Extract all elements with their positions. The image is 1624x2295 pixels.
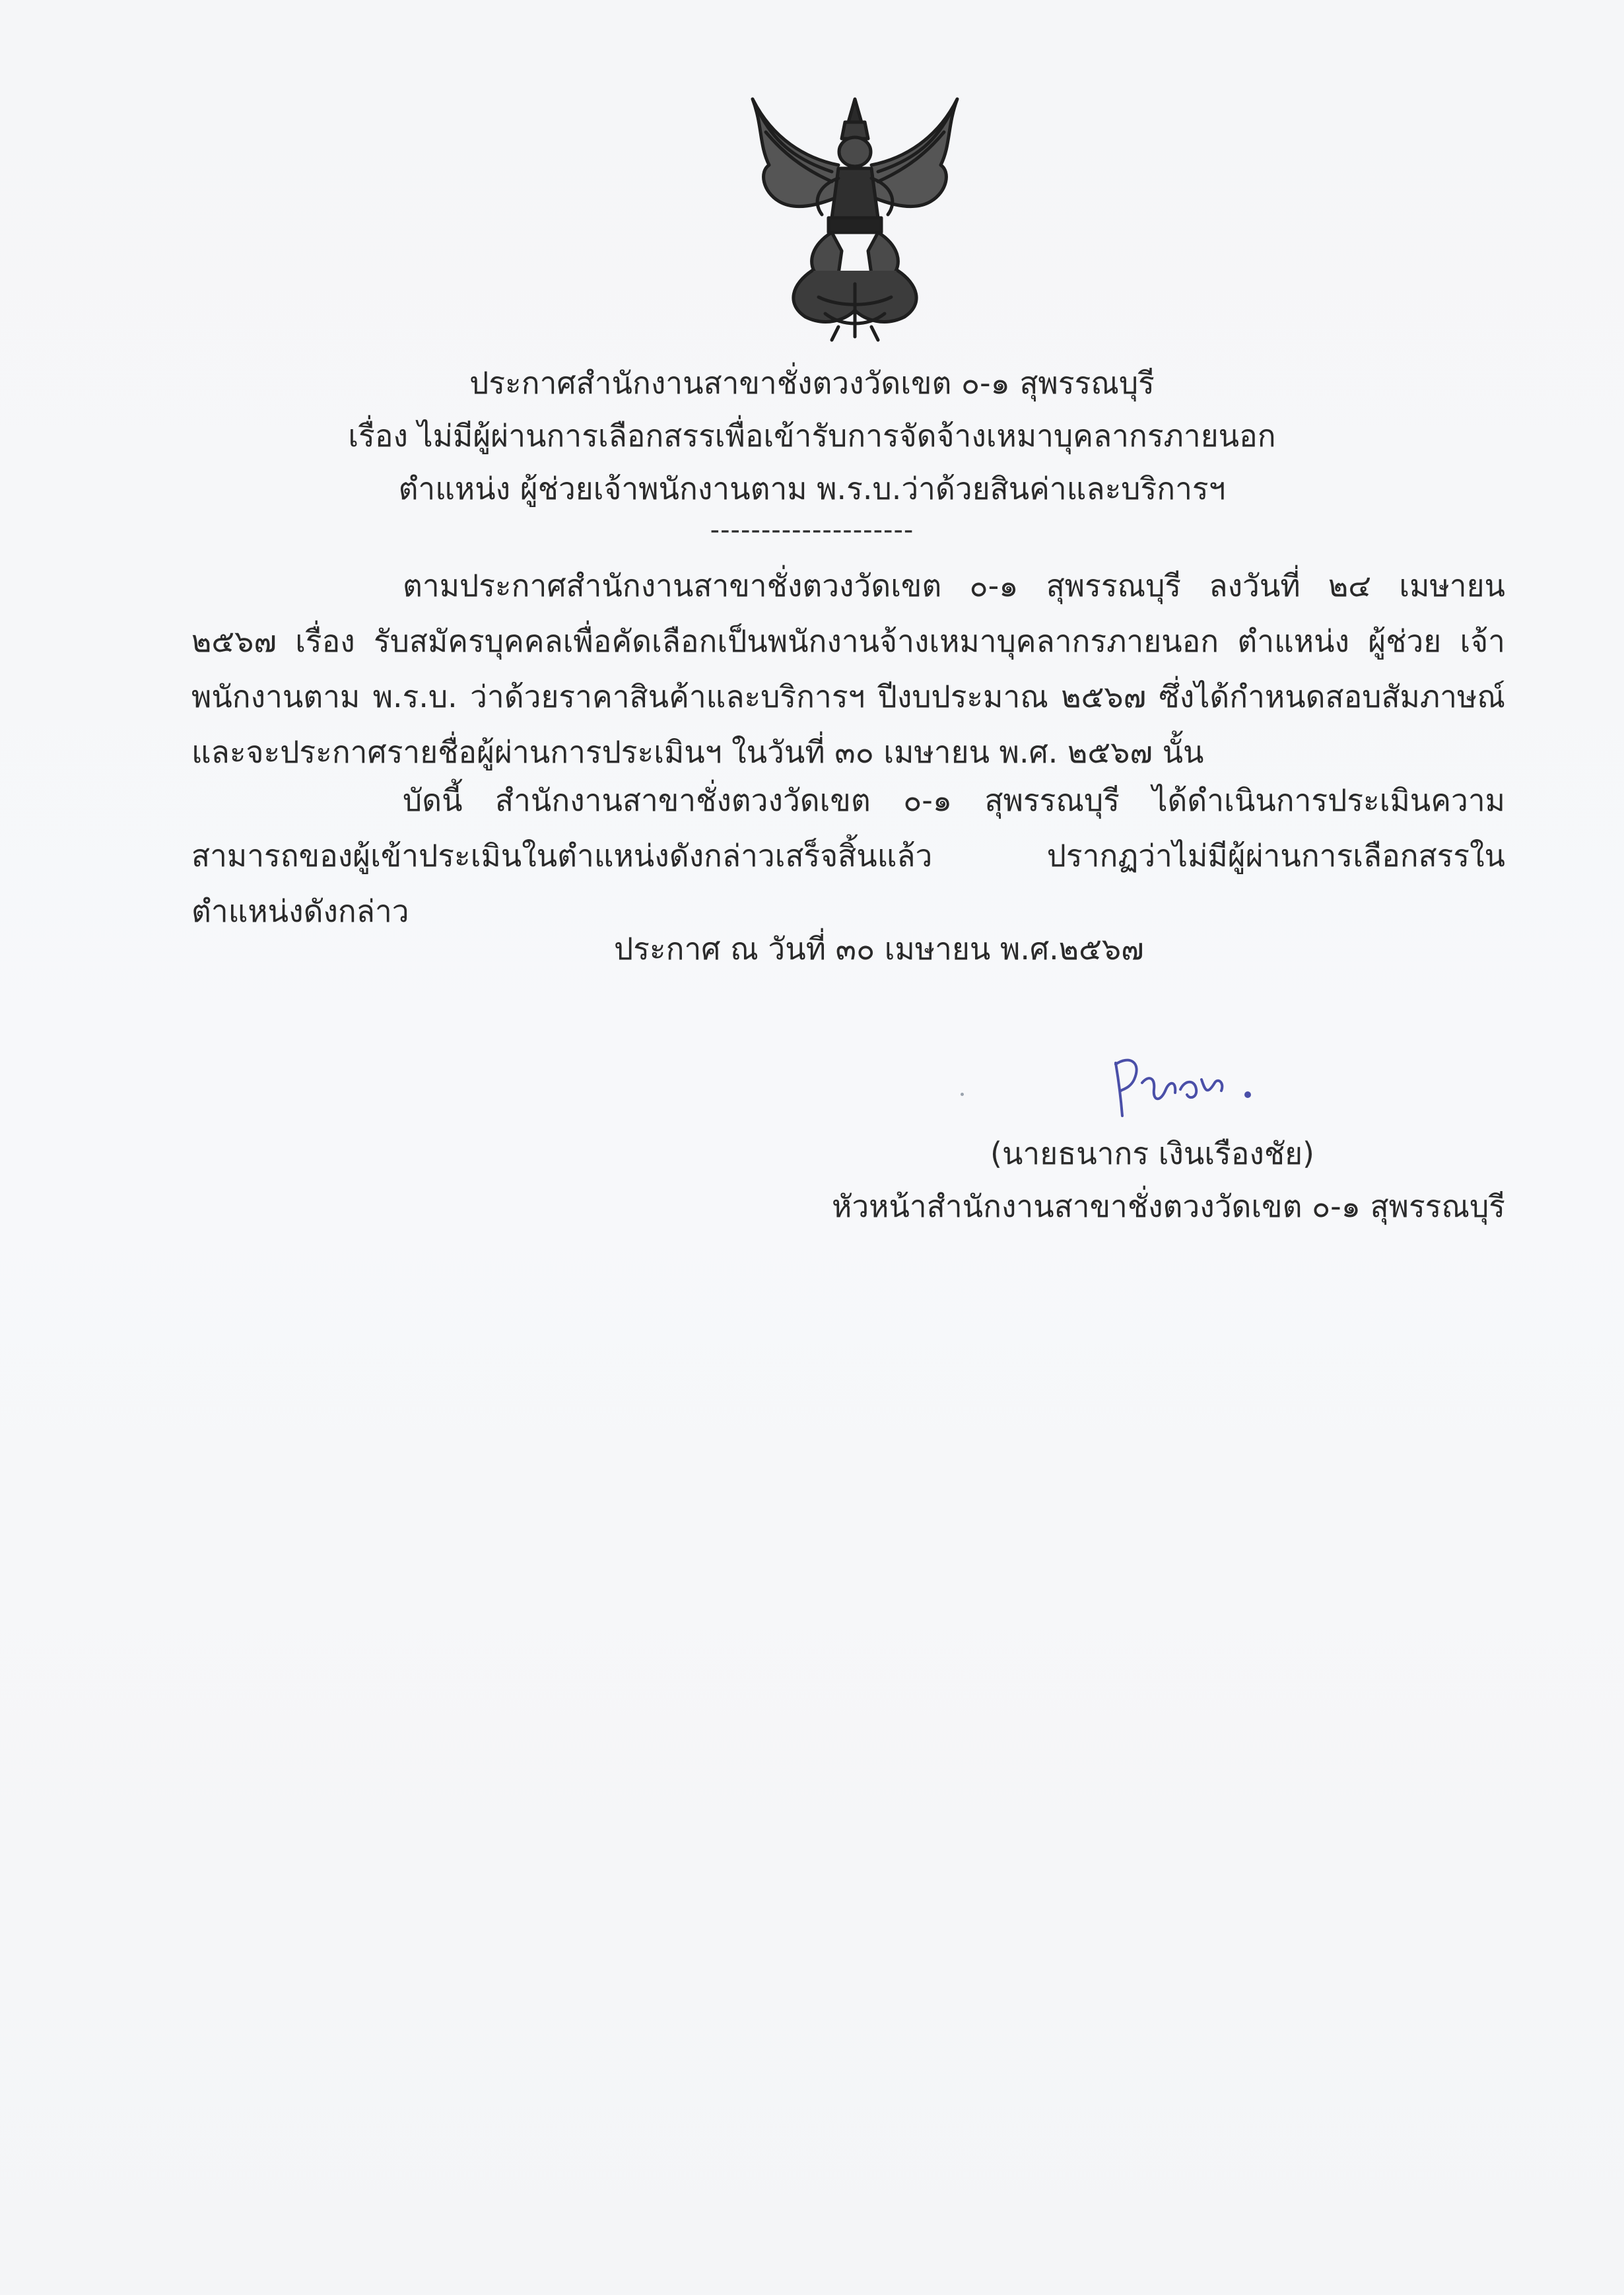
body-paragraph-2-text: บัดนี้ สำนักงานสาขาชั่งตวงวัดเขต ๐-๑ สุพรรณบุรี ได้ดำเนินการประเมินความสามารถของผู้เข้าประเมินในตำแหน่งดังกล่าวเสร็จสิ้นแล้ว ปรากฏว่าไม่มีผู้ผ่านการเลือกสรรในตำแหน่งดังกล่าว — [191, 782, 1505, 929]
subject-line: เรื่อง ไม่มีผู้ผ่านการเลือกสรรเพื่อเข้ารับการจัดจ้างเหมาบุคลากรภายนอก — [348, 418, 1276, 454]
body-paragraph-1 — [191, 558, 1505, 780]
announce-date: ประกาศ ณ วันที่ ๓๐ เมษายน พ.ศ.๒๕๖๗ — [614, 931, 1144, 967]
divider-line: -------------------- — [710, 515, 914, 545]
paper-speck — [961, 1093, 964, 1096]
position-line: ตำแหน่ง ผู้ช่วยเจ้าพนักงานตาม พ.ร.บ.ว่าด้วยสินค่าและบริการฯ — [398, 471, 1226, 506]
announcement-title: ประกาศสำนักงานสาขาชั่งตวงวัดเขต ๐-๑ สุพรรณบุรี — [469, 365, 1155, 401]
garuda-emblem-icon — [733, 86, 977, 343]
body-paragraph-1-text: ตามประกาศสำนักงานสาขาชั่งตวงวัดเขต ๐-๑ สุพรรณบุรี ลงวันที่ ๒๔ เมษายน ๒๕๖๗ เรื่อง รับสมัครบุคคลเพื่อคัดเลือกเป็นพนักงานจ้างเหมาบุคลากรภายนอก ตำแหน่ง ผู้ช่วย เจ้าพนักงานตาม พ.ร.บ. ว่าด้วยราคาสินค้าและบริการฯ ปีงบประมาณ ๒๕๖๗ ซึ่งได้กำหนดสอบสัมภาษณ์ และจะประกาศรายชื่อผู้ผ่านการประเมินฯ ในวันที่ ๓๐ เมษายน พ.ศ. ๒๕๖๗ นั้น — [191, 568, 1505, 770]
signer-name: (นายธนากร เงินเรืองชัย) — [990, 1136, 1314, 1171]
body-paragraph-2 — [191, 772, 1505, 939]
handwritten-signature — [1102, 1043, 1281, 1122]
signer-title: หัวหน้าสำนักงานสาขาชั่งตวงวัดเขต ๐-๑ สุพรรณบุรี — [832, 1188, 1505, 1224]
